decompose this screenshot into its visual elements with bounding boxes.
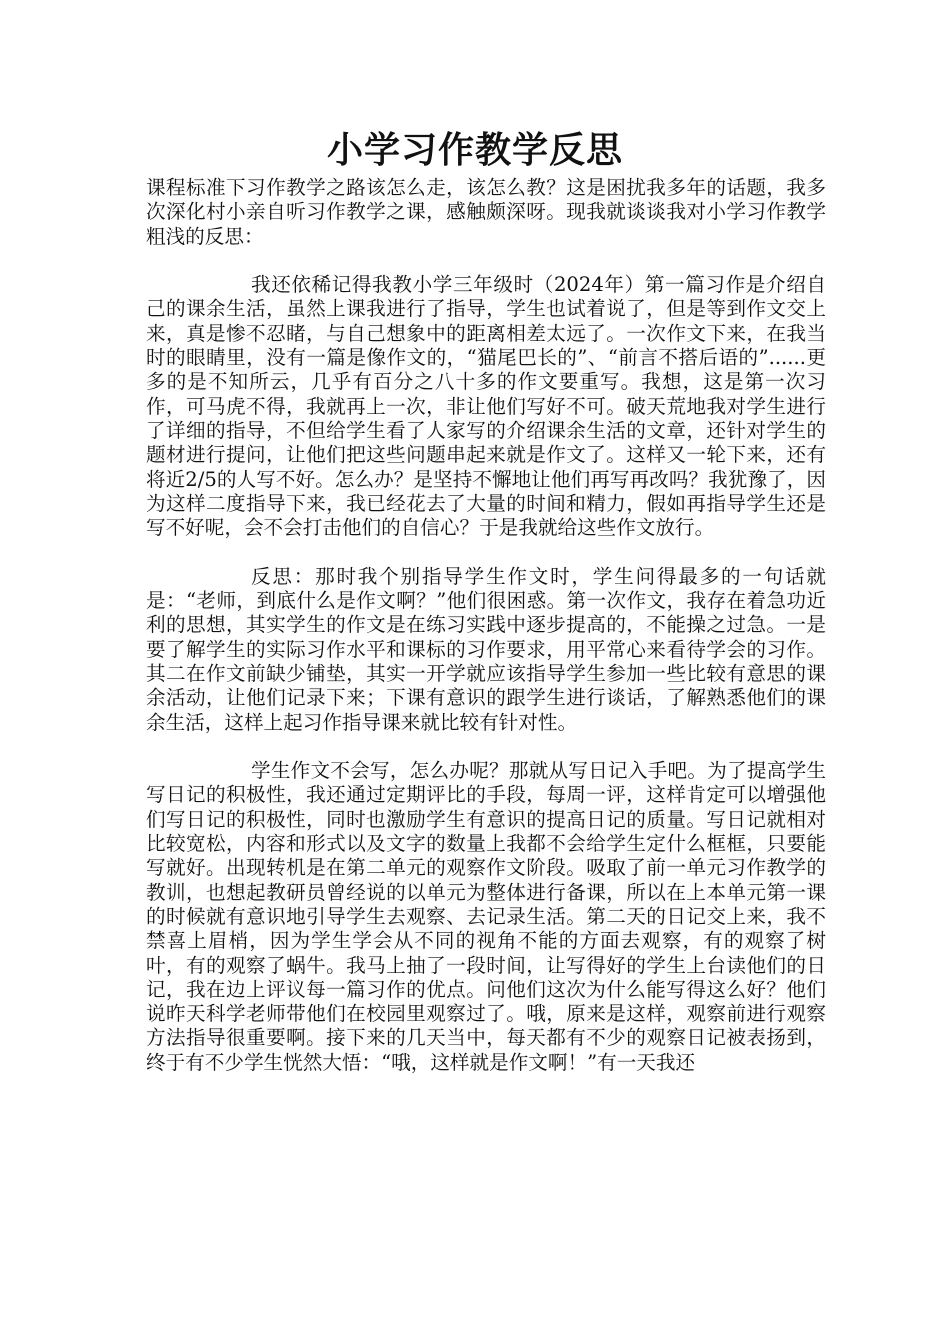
intro-paragraph: 课程标准下习作教学之路该怎么走，该怎么教？这是困扰我多年的话题，我多次深化村小亲自听习作教学之课，感触颇深呀。现我就谈谈我对小学习作教学粗浅的反思： — [146, 176, 826, 248]
body-paragraph: 学生作文不会写，怎么办呢？那就从写日记入手吧。为了提高学生写日记的积极性，我还通过定期评比的手段，每周一评，这样肯定可以增强他们写日记的积极性，同时也激励学生有意识的提高日记的质量。写日记就相对比较宽松，内容和形式以及文字的数量上我都不会给学生定什么框框，只要能写就好。出现转机是在第二单元的观察作文阶段。吸取了前一单元习作教学的教训，也想起教研员曾经说的以单元为整体进行备课，所以在上本单元第一课的时候就有意识地引导学生去观察、去记录生活。第二天的日记交上来，我不禁喜上眉梢，因为学生学会从不同的视角不能的方面去观察，有的观察了树叶，有的观察了蜗牛。我马上抽了一段时间，让写得好的学生上台读他们的日记，我在边上评议每一篇习作的优点。问他们这次为什么能写得这么好？他们说昨天科学老师带他们在校园里观察过了。哦，原来是这样，观察前进行观察方法指导很重要啊。接下来的几天当中，每天都有不少的观察日记被表扬到，终于有不少学生恍然大悟：“哦，这样就是作文啊！”有一天我还 — [146, 759, 826, 1074]
body-paragraph: 我还依稀记得我教小学三年级时（2024年）第一篇习作是介绍自己的课余生活，虽然上课我进行了指导，学生也试着说了，但是等到作文交上来，真是惨不忍睹，与自己想象中的距离相差太远了。一次作文下来，在我当时的眼睛里，没有一篇是像作文的，“猫尾巴长的”、“前言不搭后语的”......更多的是不知所云，几乎有百分之八十多的作文要重写。我想，这是第一次习作，可马虎不得，我就再上一次，非让他们写好不可。破天荒地我对学生进行了详细的指导，不但给学生看了人家写的介绍课余生活的文章，还针对学生的题材进行提问，让他们把这些问题串起来就是作文了。这样又一轮下来，还有将近2/5的人写不好。怎么办？是坚持不懈地让他们再写再改吗？我犹豫了，因为这样二度指导下来，我已经花去了大量的时间和精力，假如再指导学生还是写不好呢，会不会打击他们的自信心？于是我就给这些作文放行。 — [146, 273, 826, 540]
document-body — [146, 176, 826, 1075]
reflection-paragraph: 反思：那时我个别指导学生作文时，学生问得最多的一句话就是：“老师，到底什么是作文啊？”他们很困惑。第一次作文，我存在着急功近利的思想，其实学生的作文是在练习实践中逐步提高的，不能操之过急。一是要了解学生的实际习作水平和课标的习作要求，用平常心来看待学会的习作。其二在作文前缺少铺垫，其实一开学就应该指导学生参加一些比较有意思的课余活动，让他们记录下来；下课有意识的跟学生进行谈话，了解熟悉他们的课余生活，这样上起习作指导课来就比较有针对性。 — [146, 564, 826, 734]
document-title: 小学习作教学反思 — [326, 129, 623, 171]
